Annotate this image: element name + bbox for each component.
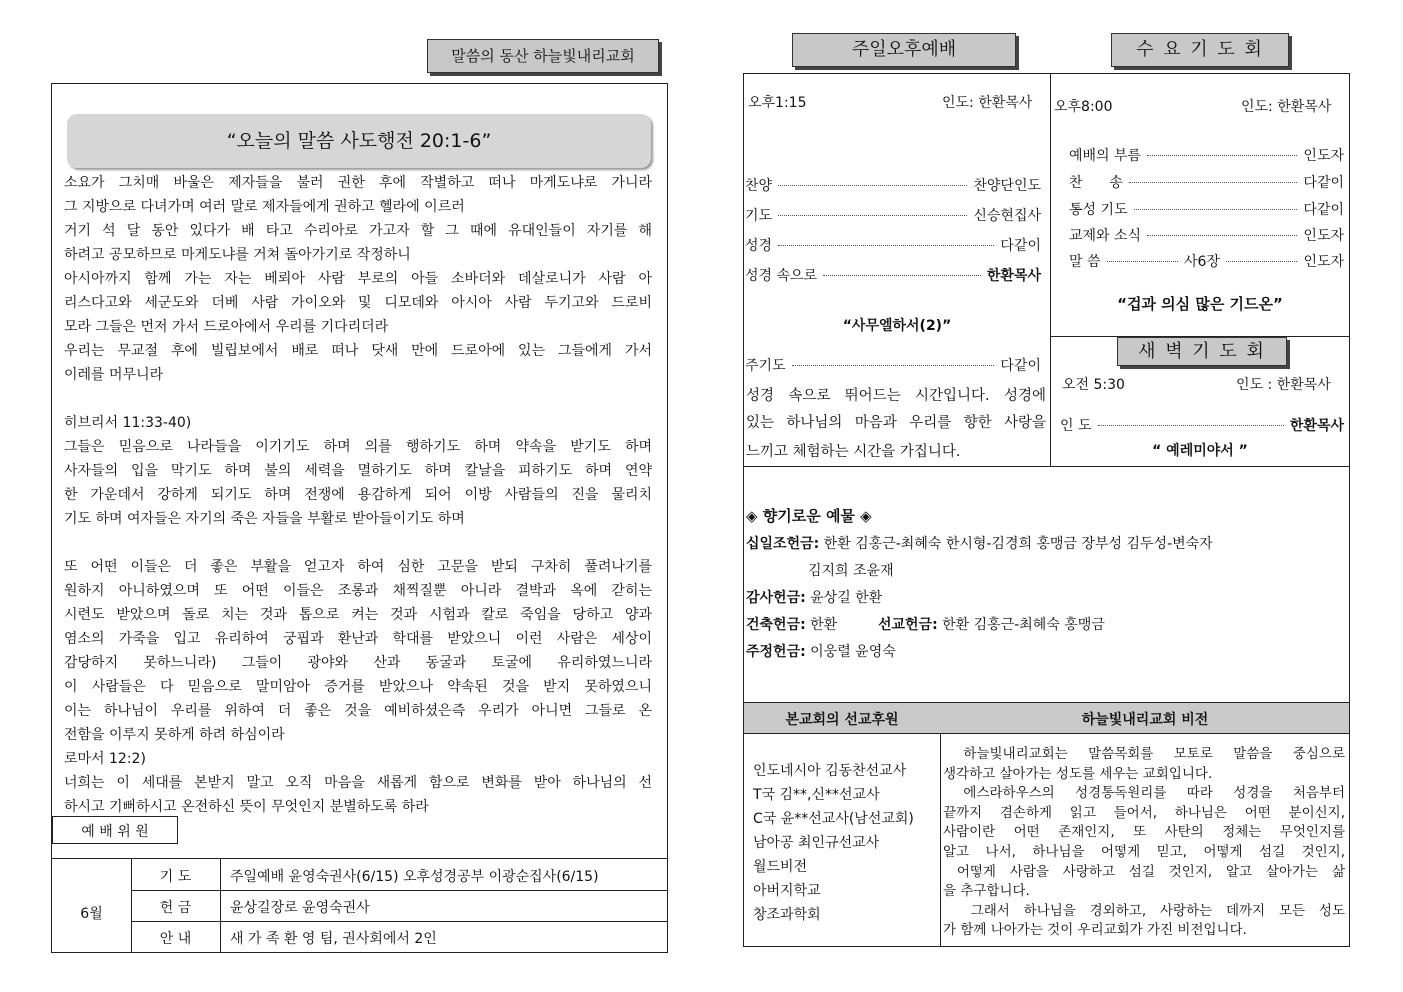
scripture-line: 감당하지 못하느니라) 그들이 광야와 산과 동굴과 토굴에 유리하였느니라 xyxy=(64,655,652,671)
scripture-line: 히브리서 11:33-40) xyxy=(64,415,192,431)
scripture-line: 이레를 머무니라 xyxy=(64,367,164,383)
wednesday-order-item xyxy=(1069,199,1344,219)
wednesday-sermon-value: 인도자 xyxy=(1303,254,1345,270)
vision-line: 에스라하우스의 성경통독원리를 따라 성경을 처음부터 xyxy=(943,785,1345,802)
wednesday-order-value: 인도자 xyxy=(1303,148,1344,164)
scripture-line: 기도 하며 여자들은 자기의 죽은 자들을 부활로 받아들이기도 하며 xyxy=(64,511,465,527)
sunday-order-value: 한환목사 xyxy=(986,268,1041,284)
offering-names: 한환 xyxy=(805,617,838,633)
offering-heading: ◈ 향기로운 예물 ◈ xyxy=(746,507,872,525)
wednesday-order-item xyxy=(1069,225,1344,245)
offering-row xyxy=(746,587,882,607)
committee-label: 예 배 위 원 xyxy=(81,824,149,840)
sunday-order-item xyxy=(745,175,1041,195)
sunday-order-item xyxy=(745,265,1041,285)
sunday-order-label: 기도 xyxy=(745,208,773,224)
wednesday-prayer-badge: 수 요 기 도 회 xyxy=(1111,33,1289,67)
sunday-description-line: 성경 속으로 뛰어드는 시간입니다. 성경에 xyxy=(746,388,1046,404)
sunday-order-label: 찬양 xyxy=(745,178,773,194)
scripture-line: 그 지방으로 다녀가며 여러 말로 제자들에게 권하고 헬라에 이르러 xyxy=(64,199,465,215)
committee-detail: 윤상길장로 윤영숙권사 xyxy=(230,900,370,916)
sunday-order-value: 찬양단인도 xyxy=(973,178,1041,194)
mission-support-item: 인도네시아 김동찬선교사 xyxy=(753,763,907,779)
sunday-order-item xyxy=(745,205,1041,225)
vision-header: 하늘빛내리교회 비전 xyxy=(1081,712,1209,728)
scripture-line: 너희는 이 세대를 본받지 말고 오직 마음을 새롭게 함으로 변화를 받아 하나님의 선 xyxy=(64,775,652,791)
scripture-line: 시련도 받았으며 돌로 치는 것과 톱으로 켜는 것과 시험과 칼로 죽임을 당하고 양과 xyxy=(64,607,652,623)
wednesday-order-value: 인도자 xyxy=(1303,228,1344,244)
mission-support-item: 아버지학교 xyxy=(753,883,821,899)
sunday-closing-value: 다같이 xyxy=(1000,358,1041,374)
sunday-order-label: 성경 xyxy=(745,238,773,254)
wednesday-order-label: 교제와 소식 xyxy=(1069,228,1142,244)
scripture-line: 이 사람들은 다 믿음으로 말미암아 증거를 받았으나 약속된 것을 받지 못하였으니 xyxy=(64,679,652,695)
offering-label: 주정헌금: xyxy=(746,644,806,660)
scripture-line: 모라 그들은 먼저 가서 드로아에서 우리를 기다리더라 xyxy=(64,319,389,335)
offering-row xyxy=(746,533,1213,553)
scripture-line: 또 어떤 이들은 더 좋은 부활을 얻고자 하여 심한 고문을 받되 구차히 풀려나기를 xyxy=(64,559,652,575)
sunday-description-line: 있는 하나님의 마음과 우리를 향한 사랑을 xyxy=(746,415,1046,431)
offering-row xyxy=(746,641,896,661)
offering-names: 한환 김홍근-최혜숙 한시형-김경희 홍맹금 장부성 김두성-변숙자 xyxy=(819,536,1213,552)
committee-role: 헌 금 xyxy=(159,900,192,916)
scripture-line: 아시아까지 함께 가는 자는 베뢰아 사람 부로의 아들 소바더와 데살로니가 사람 아 xyxy=(64,271,652,287)
church-name-badge: 말씀의 동산 하늘빛내리교회 xyxy=(427,39,659,73)
scripture-line: 사자들의 입을 막기도 하며 불의 세력을 멸하기도 하며 칼날을 피하기도 하며 연약 xyxy=(64,463,652,479)
committee-role: 안 내 xyxy=(159,931,192,947)
offering-row xyxy=(808,560,894,580)
offering-label: 십일조헌금: xyxy=(746,536,820,552)
wednesday-sermon-ref: 사6장 xyxy=(1183,254,1220,270)
mission-offering-label: 선교헌금: xyxy=(878,617,938,633)
wednesday-time: 오후8:00 xyxy=(1054,99,1113,115)
offering-row xyxy=(746,614,837,634)
sunday-order-label: 성경 속으로 xyxy=(745,268,818,284)
committee-detail: 주일예배 윤영숙권사(6/15) 오후성경공부 이광순집사(6/15) xyxy=(230,869,599,885)
offering-names: 김지희 조윤재 xyxy=(808,563,894,579)
sunday-order-value: 다같이 xyxy=(1000,238,1041,254)
mission-support-item: T국 김**,신**선교사 xyxy=(753,787,880,803)
wednesday-order-item xyxy=(1069,172,1344,192)
vision-line: 가 함께 나아가는 것이 우리교회가 가진 비전입니다. xyxy=(943,922,1247,939)
dawn-leader: 인도 : 한환목사 xyxy=(1236,377,1331,393)
wednesday-sermon-title: “겁과 의심 많은 기드온” xyxy=(1117,295,1283,313)
sunday-order-item xyxy=(745,235,1041,255)
mission-support-item: C국 윤**선교사(남선교회) xyxy=(753,811,914,827)
scripture-line: 로마서 12:2) xyxy=(64,751,146,767)
dawn-label: 인 도 xyxy=(1060,418,1092,434)
wednesday-sermon-row xyxy=(1069,251,1344,271)
dawn-time: 오전 5:30 xyxy=(1062,377,1125,393)
dawn-prayer-badge: 새 벽 기 도 회 xyxy=(1117,337,1287,366)
mission-offering xyxy=(878,614,1105,634)
scripture-line: 전함을 이루지 못하게 하려 하심이라 xyxy=(64,727,285,743)
dawn-leader-row xyxy=(1060,415,1344,435)
scripture-line: 원하지 아니하였으며 또 어떤 이들은 조롱과 채찍질뿐 아니라 결박과 옥에 갇히는 xyxy=(64,583,652,599)
mission-offering-names: 한환 김홍근-최혜숙 홍맹금 xyxy=(937,617,1105,633)
wednesday-order-label: 통성 기도 xyxy=(1069,202,1128,218)
dawn-value: 한환목사 xyxy=(1289,418,1344,434)
mission-support-header: 본교회의 선교후원 xyxy=(785,712,899,728)
vision-line: 끝까지 겸손하게 읽고 들어서, 하나님은 어떤 분이신지, xyxy=(943,804,1345,821)
scripture-line: 리스다고와 세군도와 더베 사람 가이오와 및 디모데와 아시아 사람 두기고와 드로비 xyxy=(64,295,652,311)
sunday-sermon-title: “사무엘하서(2)” xyxy=(842,318,952,334)
offering-label: 건축헌금: xyxy=(746,617,806,633)
scripture-line: 이는 하나님이 우리를 위하여 더 좋은 것을 예비하셨은즉 우리가 아니면 그들로 온 xyxy=(64,703,652,719)
sunday-leader: 인도: 한환목사 xyxy=(942,95,1033,111)
scripture-title: “오늘의 말씀 사도행전 20:1-6” xyxy=(67,114,651,168)
offering-names: 윤상길 한환 xyxy=(805,590,883,606)
scripture-line: 우리는 무교절 후에 빌립보에서 배로 떠나 닷새 만에 드로아에 있는 그들에게 가서 xyxy=(64,343,652,359)
wednesday-order-label: 예배의 부름 xyxy=(1069,148,1142,164)
scripture-line: 하려고 공모하므로 마게도냐를 거쳐 돌아가기로 작정하니 xyxy=(64,247,411,263)
sunday-closing xyxy=(745,355,1041,375)
vision-line: 생각하고 살아가는 성도를 세우는 교회입니다. xyxy=(943,765,1213,782)
wednesday-order-item xyxy=(1069,145,1344,165)
sunday-service-badge: 주일오후예배 xyxy=(792,33,1016,67)
sunday-closing-label: 주기도 xyxy=(745,358,786,374)
scripture-line: 한 가운데서 강하게 되기도 하며 전쟁에 용감하게 되어 이방 사람들의 진을 물리치 xyxy=(64,487,652,503)
vision-line: 그래서 하나님을 경외하고, 사랑하는 데까지 모든 성도 xyxy=(943,902,1345,919)
mission-support-item: 남아공 최인규선교사 xyxy=(753,835,880,851)
wednesday-order-label: 찬 송 xyxy=(1069,175,1123,191)
scripture-line: 염소의 가죽을 입고 유리하여 궁핍과 환난과 학대를 받았으니 이런 사람은 세상이 xyxy=(64,631,652,647)
mission-support-item: 월드비전 xyxy=(753,859,808,875)
dawn-sermon-title: “ 예레미야서 ” xyxy=(1152,443,1248,459)
committee-detail: 새 가 족 환 영 팀, 권사회에서 2인 xyxy=(230,931,437,947)
sunday-description-line: 느끼고 체험하는 시간을 가집니다. xyxy=(746,444,961,460)
sunday-order-value: 신승현집사 xyxy=(973,208,1041,224)
vision-line: 알고 나서, 하나님을 어떻게 믿고, 어떻게 섬길 것인지, xyxy=(943,844,1345,860)
vision-line: 어떻게 사람을 사랑하고 섬길 것인지, 알고 살아가는 삶 xyxy=(943,863,1345,880)
scripture-line: 소요가 그치매 바울은 제자들을 불러 권한 후에 작별하고 떠나 마게도냐로 가니라 xyxy=(64,175,652,191)
mission-support-item: 창조과학회 xyxy=(753,907,821,923)
vision-line: 하늘빛내리교회는 말씀목회를 모토로 말씀을 중심으로 xyxy=(943,746,1345,762)
scripture-line: 그들은 믿음으로 나라들을 이기기도 하며 의를 행하기도 하며 약속을 받기도 하며 xyxy=(64,439,652,455)
scripture-line: 거기 석 달 동안 있다가 배 타고 수리아로 가고자 할 그 때에 유대인들이 자기를 해 xyxy=(64,223,652,239)
sunday-time: 오후1:15 xyxy=(748,95,807,111)
wednesday-order-value: 다같이 xyxy=(1303,175,1344,191)
offering-names: 이웅렬 윤영숙 xyxy=(805,644,896,660)
committee-role: 기 도 xyxy=(159,869,192,885)
wednesday-sermon-label: 말 씀 xyxy=(1069,254,1101,270)
offering-label: 감사헌금: xyxy=(746,590,806,606)
committee-month: 6월 xyxy=(80,906,103,922)
wednesday-leader: 인도: 한환목사 xyxy=(1241,99,1332,115)
vision-line: 사람이란 어떤 존재인지, 또 사탄의 정체는 무엇인지를 xyxy=(943,824,1345,841)
vision-line: 을 추구합니다. xyxy=(943,883,1030,900)
wednesday-order-value: 다같이 xyxy=(1303,202,1344,218)
scripture-line: 하시고 기뻐하시고 온전하신 뜻이 무엇인지 분별하도록 하라 xyxy=(64,799,429,815)
